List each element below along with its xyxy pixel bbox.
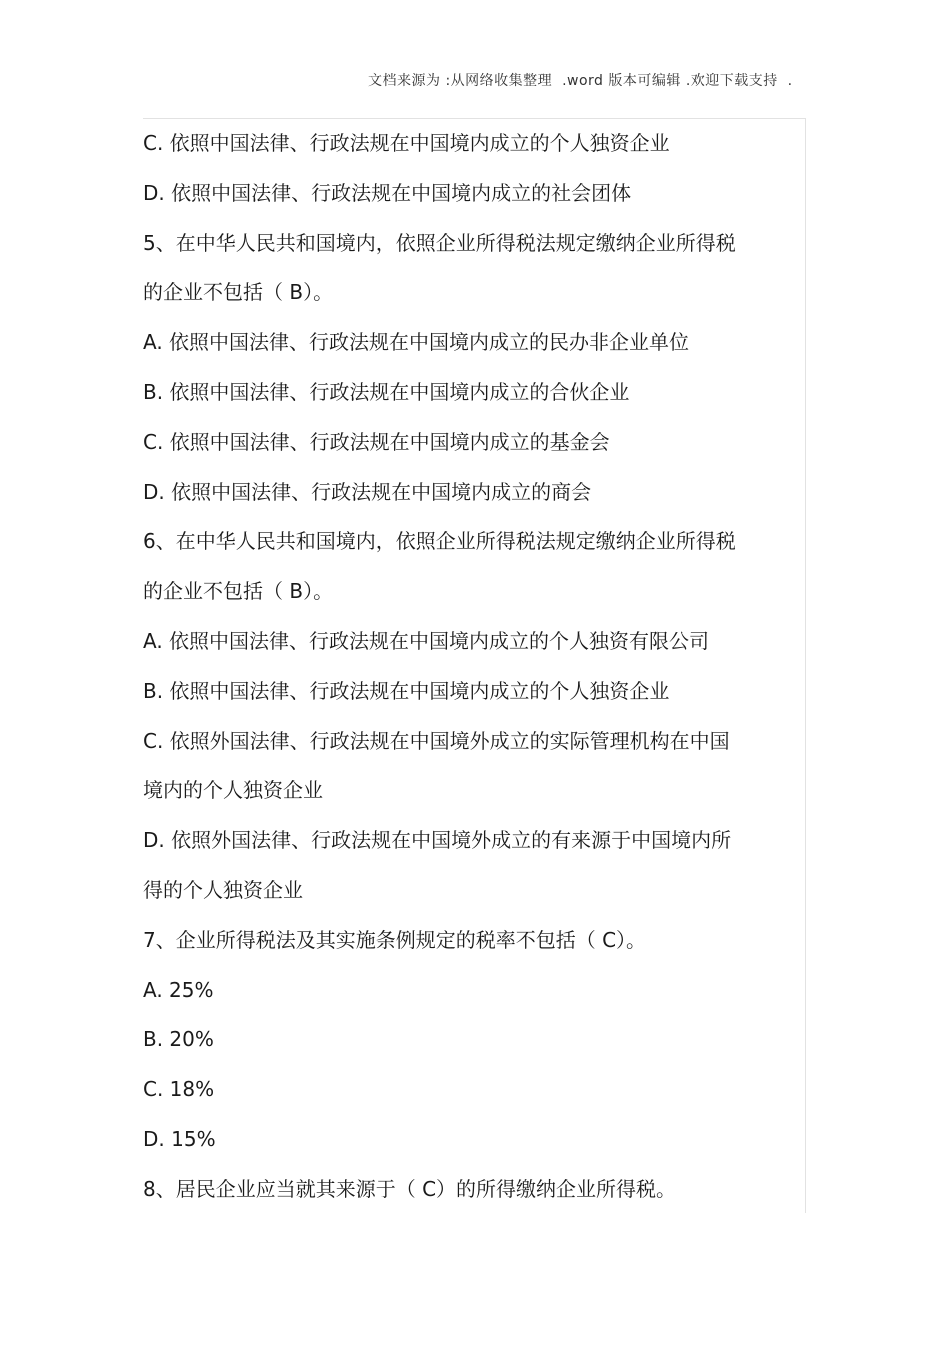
question-line: 5、在中华人民共和国境内，依照企业所得税法规定缴纳企业所得税 xyxy=(143,230,736,255)
question-line: 境内的个人独资企业 xyxy=(143,778,323,803)
question-line: B. 依照中国法律、行政法规在中国境内成立的个人独资企业 xyxy=(143,678,670,703)
question-line: 得的个人独资企业 xyxy=(143,877,303,902)
document-source-header: 文档来源为 :从网络收集整理 .word 版本可编辑 .欢迎下载支持 . xyxy=(368,73,793,89)
question-line: D. 依照外国法律、行政法规在中国境外成立的有来源于中国境内所 xyxy=(143,828,732,853)
question-line: C. 依照中国法律、行政法规在中国境内成立的个人独资企业 xyxy=(143,131,670,155)
question-lines xyxy=(143,119,783,1215)
document-page-content xyxy=(143,118,806,1213)
question-line: A. 25% xyxy=(143,977,214,1002)
question-line: D. 依照中国法律、行政法规在中国境内成立的社会团体 xyxy=(143,180,632,205)
question-line: A. 依照中国法律、行政法规在中国境内成立的民办非企业单位 xyxy=(143,330,690,355)
question-line: C. 依照中国法律、行政法规在中国境内成立的基金会 xyxy=(143,429,610,454)
question-line: B. 依照中国法律、行政法规在中国境内成立的合伙企业 xyxy=(143,379,630,404)
question-line: C. 18% xyxy=(143,1077,215,1102)
question-line: C. 依照外国法律、行政法规在中国境外成立的实际管理机构在中国 xyxy=(143,728,730,753)
question-line: 6、在中华人民共和国境内，依照企业所得税法规定缴纳企业所得税 xyxy=(143,529,736,554)
question-line: 的企业不包括（ B）。 xyxy=(143,579,334,604)
question-line: 的企业不包括（ B）。 xyxy=(143,280,334,305)
question-line: 8、居民企业应当就其来源于（ C）的所得缴纳企业所得税。 xyxy=(143,1176,677,1201)
question-line: D. 15% xyxy=(143,1126,216,1151)
question-line: A. 依照中国法律、行政法规在中国境内成立的个人独资有限公司 xyxy=(143,628,710,653)
question-line: D. 依照中国法律、行政法规在中国境内成立的商会 xyxy=(143,479,592,504)
question-line: 7、企业所得税法及其实施条例规定的税率不包括（ C）。 xyxy=(143,927,647,952)
question-line: B. 20% xyxy=(143,1027,214,1052)
